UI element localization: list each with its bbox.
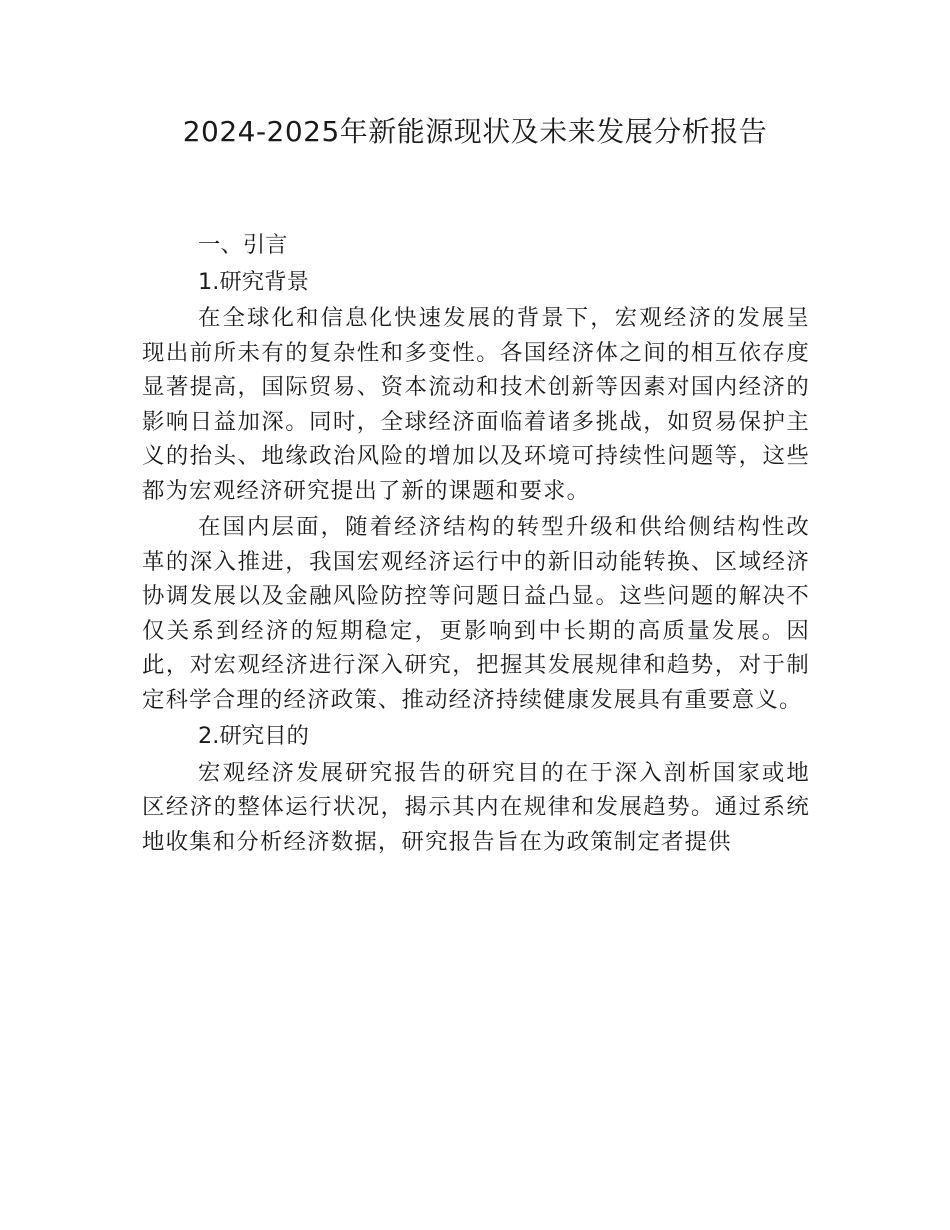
document-body — [142, 228, 810, 859]
paragraph: 在全球化和信息化快速发展的背景下，宏观经济的发展呈现出前所未有的复杂性和多变性。各国经济体之间的相互依存度显著提高，国际贸易、资本流动和技术创新等因素对国内经济的影响日益加深。同时，全球经济面临着诸多挑战，如贸易保护主义的抬头、地缘政治风险的增加以及环境可持续性问题等，这些都为宏观经济研究提出了新的课题和要求。 — [142, 305, 810, 504]
subsection-heading: 1.研究背景 — [198, 268, 309, 295]
document-title: 2024-2025年新能源现状及未来发展分析报告 — [182, 115, 768, 148]
subsection-heading: 2.研究目的 — [198, 723, 309, 749]
paragraph: 宏观经济发展研究报告的研究目的在于深入剖析国家或地区经济的整体运行状况，揭示其内在规律和发展趋势。通过系统地收集和分析经济数据，研究报告旨在为政策制定者提供 — [142, 759, 810, 855]
paragraph: 在国内层面，随着经济结构的转型升级和供给侧结构性改革的深入推进，我国宏观经济运行中的新旧动能转换、区域经济协调发展以及金融风险防控等问题日益凸显。这些问题的解决不仅关系到经济的短期稳定，更影响到中长期的高质量发展。因此，对宏观经济进行深入研究，把握其发展规律和趋势，对于制定科学合理的经济政策、推动经济持续健康发展具有重要意义。 — [142, 514, 810, 713]
section-heading: 一、引言 — [198, 232, 288, 258]
